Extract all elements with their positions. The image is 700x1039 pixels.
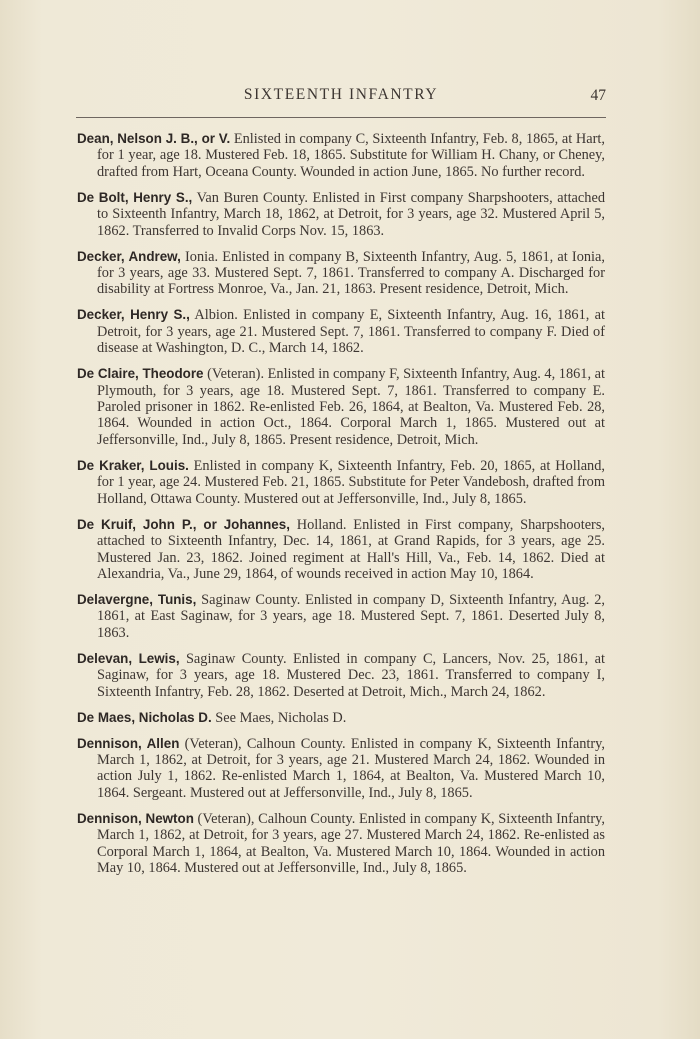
- entry-name: Dennison, Newton: [77, 810, 194, 826]
- roster-entry: [77, 517, 605, 583]
- roster-entry: [77, 131, 605, 180]
- entry-text: Holland. Enlisted in First company, Sharpshooters, attached to Sixteenth Infantry, Dec. 14, 1861, at Grand Rapids, for 3 years, age 25. Mustered Jan. 23, 1862. Joined regiment at Hall's Hill, Va., Feb. 14, 1862. Died at Alexandria, Va., June 29, 1864, of wounds received in action May 10, 1864.: [97, 516, 606, 582]
- entry-name: Dean, Nelson J. B., or V.: [77, 131, 231, 146]
- roster-entries: [77, 131, 605, 886]
- roster-entry: [77, 458, 605, 507]
- roster-entry: [77, 366, 605, 448]
- roster-entry: [77, 736, 605, 802]
- entry-text: Saginaw County. Enlisted in company C, Lancers, Nov. 25, 1861, at Saginaw, for 3 years, age 18. Mustered Dec. 23, 1861. Transferred to company I, Sixteenth Infantry, Feb. 28, 1862. Deserted at Detroit, Mich., March 24, 1862.: [97, 650, 605, 700]
- entry-name: De Claire, Theodore: [77, 366, 204, 382]
- roster-entry: [77, 249, 605, 298]
- entry-name: Decker, Andrew,: [77, 248, 181, 264]
- entry-name: De Kraker, Louis.: [77, 457, 189, 473]
- page-number: 47: [590, 87, 606, 104]
- entry-name: De Kruif, John P., or Johannes,: [77, 516, 290, 532]
- entry-text: Albion. Enlisted in company E, Sixteenth Infantry, Aug. 16, 1861, at Detroit, for 3 years, age 21. Mustered Sept. 7, 1861. Transferred to company F. Died of disease at Washington, D. C., March 14, 1862.: [97, 307, 605, 357]
- entry-name: Delevan, Lewis,: [77, 650, 180, 666]
- roster-entry: [77, 307, 605, 356]
- roster-entry: [77, 592, 605, 641]
- header-rule: [76, 117, 606, 118]
- roster-entry: [77, 710, 605, 726]
- entry-name: Dennison, Allen: [77, 735, 180, 751]
- entry-text: Saginaw County. Enlisted in company D, Sixteenth Infantry, Aug. 2, 1861, at East Saginaw, for 3 years, age 18. Mustered Sept. 7, 1861. Deserted July 8, 1863.: [97, 591, 605, 641]
- entry-text: (Veteran), Calhoun County. Enlisted in company K, Sixteenth Infantry, March 1, 1862, at Detroit, for 3 years, age 27. Mustered March 24, 1862. Re-enlisted as Corporal March 1, 1864, at Bealton, Va. Mustered March 10, 1864. Wounded in action May 10, 1864. Mustered out at Jeffersonville, Ind., July 8, 1865.: [97, 810, 605, 876]
- entry-text: (Veteran). Enlisted in company F, Sixteenth Infantry, Aug. 4, 1861, at Plymouth, for 3 years, age 18. Mustered Sept. 7, 1861. Transferred to company E. Paroled prisoner in 1862. Re-enlisted Feb. 26, 1864, at Bealton, Va. Mustered Feb. 28, 1864. Wounded in action Oct., 1864. Corporal March 1, 1865. Mustered out at Jeffersonville, Ind., July 8, 1865. Present residence, Detroit, Mich.: [97, 366, 605, 448]
- roster-entry: [77, 811, 605, 877]
- running-head: [76, 86, 606, 110]
- entry-name: Delavergne, Tunis,: [77, 591, 197, 607]
- entry-text: Enlisted in company C, Sixteenth Infantry, Feb. 8, 1865, at Hart, for 1 year, age 18. Mustered Feb. 18, 1865. Substitute for William H. Chany, or Cheney, drafted from Hart, Oceana County. Wounded in action June, 1865. No further record.: [97, 131, 605, 180]
- entry-text: Enlisted in company K, Sixteenth Infantry, Feb. 20, 1865, at Holland, for 1 year, age 24. Mustered Feb. 21, 1865. Substitute for Peter Vandebosh, drafted from Holland, Ottawa County. Mustered out at Jeffersonville, Ind., July 8, 1865.: [97, 457, 605, 507]
- running-title: SIXTEENTH INFANTRY: [243, 86, 439, 103]
- entry-name: Decker, Henry S.,: [77, 307, 190, 323]
- entry-text: Ionia. Enlisted in company B, Sixteenth Infantry, Aug. 5, 1861, at Ionia, for 3 years, age 33. Mustered Sept. 7, 1861. Transferred to company A. Discharged for disability at Fortress Monroe, Va., Jan. 21, 1863. Present residence, Detroit, Mich.: [97, 248, 605, 298]
- entry-text: (Veteran), Calhoun County. Enlisted in company K, Sixteenth Infantry, March 1, 1862, at Detroit, for 3 years, age 21. Mustered March 24, 1862. Wounded in action July 1, 1862. Re-enlisted March 1, 1864, at Bealton, Va. Mustered March 10, 1864. Sergeant. Mustered out at Jeffersonville, Ind., July 8, 1865.: [97, 735, 605, 801]
- entry-name: De Maes, Nicholas D.: [77, 709, 212, 725]
- roster-entry: [77, 190, 605, 239]
- entry-text: See Maes, Nicholas D.: [211, 709, 347, 726]
- entry-text: Van Buren County. Enlisted in First company Sharpshooters, attached to Sixteenth Infantry, March 18, 1862, at Detroit, for 3 years, age 32. Mustered April 5, 1862. Transferred to Invalid Corps Nov. 15, 1863.: [97, 189, 605, 239]
- entry-name: De Bolt, Henry S.,: [77, 189, 193, 205]
- roster-entry: [77, 651, 605, 700]
